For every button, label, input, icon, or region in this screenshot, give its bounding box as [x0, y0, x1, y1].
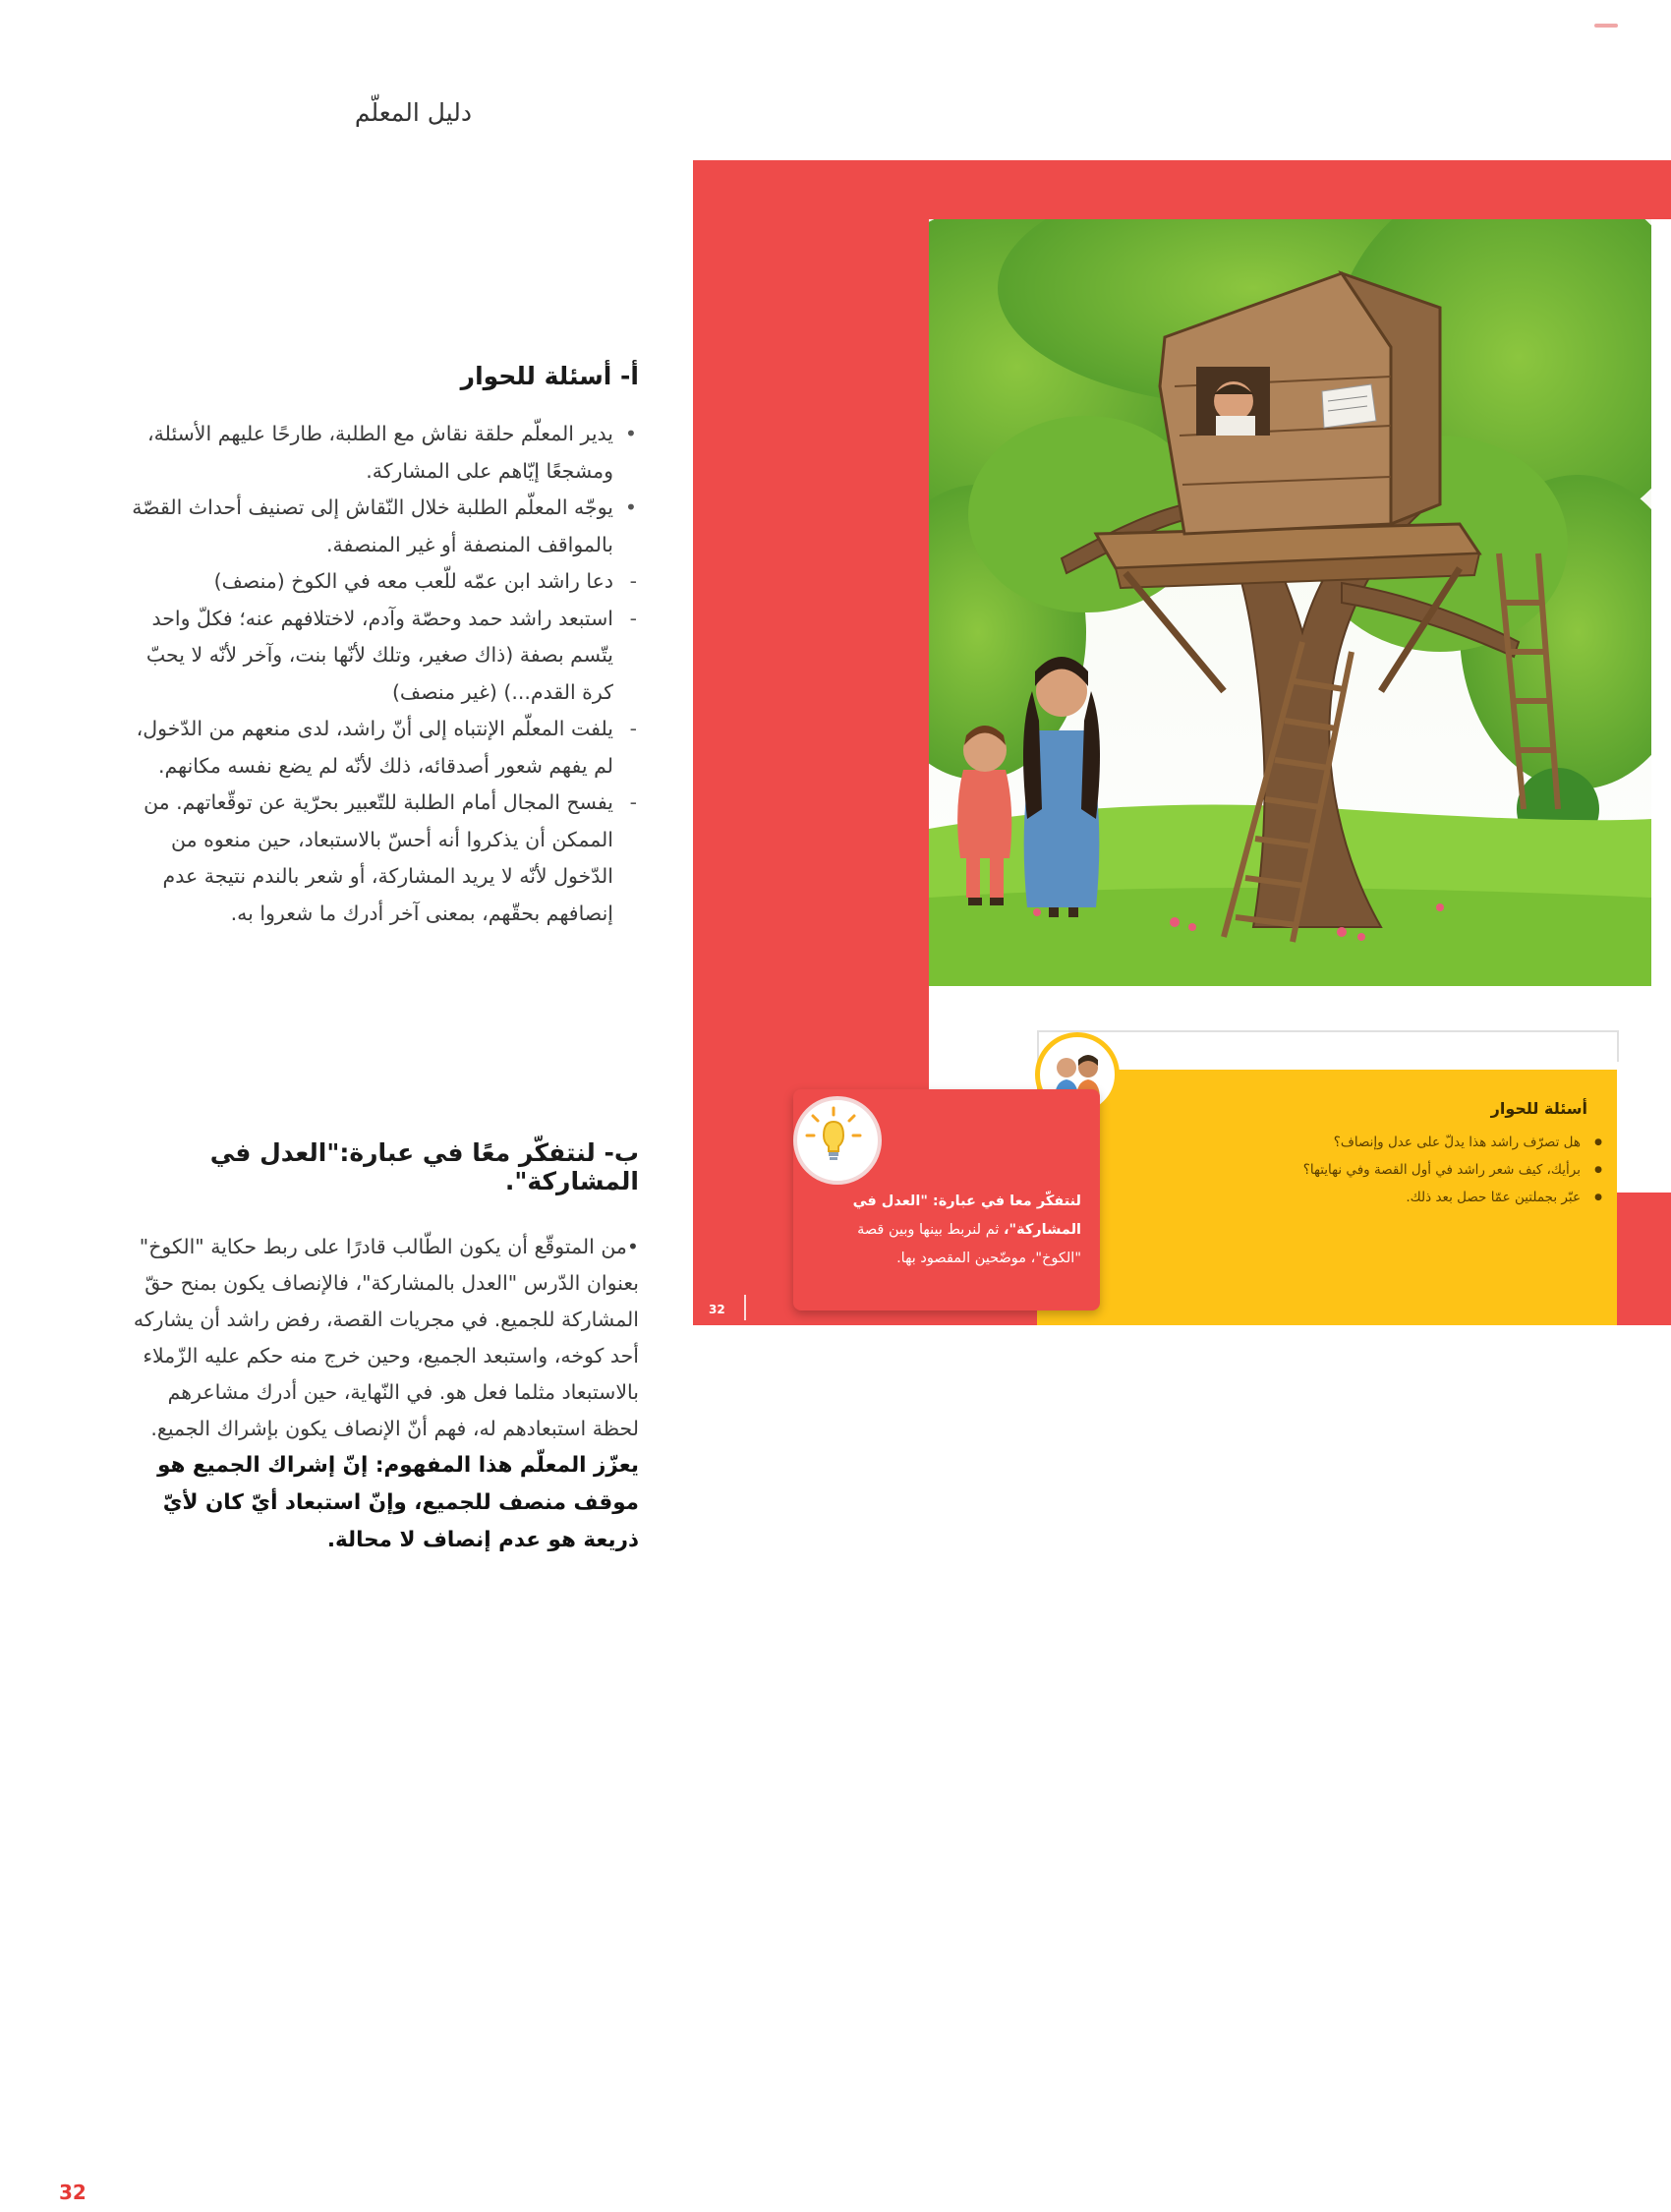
list-item: ● عبّر بجملتين عمّا حصل بعد ذلك.	[1170, 1184, 1602, 1211]
list-item: - يلفت المعلّم الإنتباه إلى أنّ راشد، لدى منعهم من الدّخول، لم يفهم شعور أصدقائه، ذلك لأنّه لم يضع نفسه مكانهم.	[118, 711, 639, 785]
running-head: دليل المعلّم	[354, 98, 472, 127]
textbook-page-number: 32	[709, 1303, 725, 1316]
list-item: • يدير المعلّم حلقة نقاش مع الطلبة، طارحًا عليهم الأسئلة، ومشجعًا إيّاهم على المشاركة.	[118, 416, 639, 490]
list-item: - يفسح المجال أمام الطلبة للتّعبير بحرّية عن توقّعاتهم. من الممكن أن يذكروا أنه أحسّ بالاستبعاد، حين منعوه من الدّخول لأنّه لا يريد المشاركة، أو شعر بالندم نتيجة عدم إنصافهم بحقّهم، بمعنى آخر أدرك ما شعروا به.	[118, 785, 639, 932]
list-item: - استبعد راشد حمد وحصّة وآدم، لاختلافهم عنه؛ فكلّ واحد يتّسم بصفة (ذاك صغير، وتلك لأنّها بنت، وآخر لأنّه لا يحبّ كرة القدم...) (غير منصف)	[118, 601, 639, 712]
textbook-spread	[693, 160, 1671, 1325]
list-item: ● برأيك، كيف شعر راشد في أول القصة وفي نهايتها؟	[1170, 1156, 1602, 1184]
list-item: ● هل تصرّف راشد هذا يدلّ على عدل وإنصاف؟	[1170, 1129, 1602, 1156]
section-b-paragraph: •من المتوقّع أن يكون الطّالب قادرًا على ربط حكاية "الكوخ" بعنوان الدّرس "العدل بالمشاركة"، فالإنصاف يكون بمنح حقّ المشاركة للجميع. في مجريات القصة، رفض راشد أن يشاركه أحد كوخه، واستبعد الجميع، وحين خرج منه حكم عليه الزّملاء بالاستبعاد مثلما فعل هو. في النّهاية، حين أدرك مشاعرهم لحظة استبعادهم له، فهم أنّ الإنصاف يكون بإشراك الجميع.	[133, 1235, 639, 1440]
page-number: 32	[59, 2181, 86, 2204]
reflection-text	[811, 1188, 1081, 1273]
reflection-bold: لنتفكّر معا في عبارة: "العدل في المشاركة"،	[852, 1193, 1081, 1238]
list-item: • يوجّه المعلّم الطلبة خلال النّقاش إلى تصنيف أحداث القصّة بالمواقف المنصفة أو غير المنصفة.	[118, 490, 639, 563]
frame-line	[1037, 1030, 1619, 1062]
dialogue-questions	[1170, 1129, 1602, 1211]
reflection-rest: ثم لنربط بينها وبين قصة "الكوخ"، موضّحين المقصود بها.	[857, 1222, 1081, 1266]
lightbulb-icon	[793, 1096, 882, 1185]
section-b-title: ب- لنتفكّر معًا في عبارة:"العدل في المشاركة".	[209, 1138, 639, 1195]
list-item: - دعا راشد ابن عمّه للّعب معه في الكوخ (منصف)	[118, 563, 639, 601]
treehouse-illustration	[929, 219, 1651, 986]
section-b-emphasis: يعزّز المعلّم هذا المفهوم: إنّ إشراك الجميع هو موقف منصف للجميع، وإنّ استبعاد أيّ كان لأيّ ذريعة هو عدم إنصاف لا محالة.	[157, 1453, 639, 1552]
section-a-title: أ- أسئلة للحوار	[460, 362, 639, 390]
corner-mark	[1594, 24, 1618, 28]
red-strip	[1617, 1193, 1671, 1325]
section-a-list	[118, 416, 639, 932]
section-a	[118, 362, 639, 932]
divider	[744, 1295, 746, 1320]
section-b	[118, 1138, 639, 1559]
dialogue-title: أسئلة للحوار	[1490, 1099, 1587, 1118]
